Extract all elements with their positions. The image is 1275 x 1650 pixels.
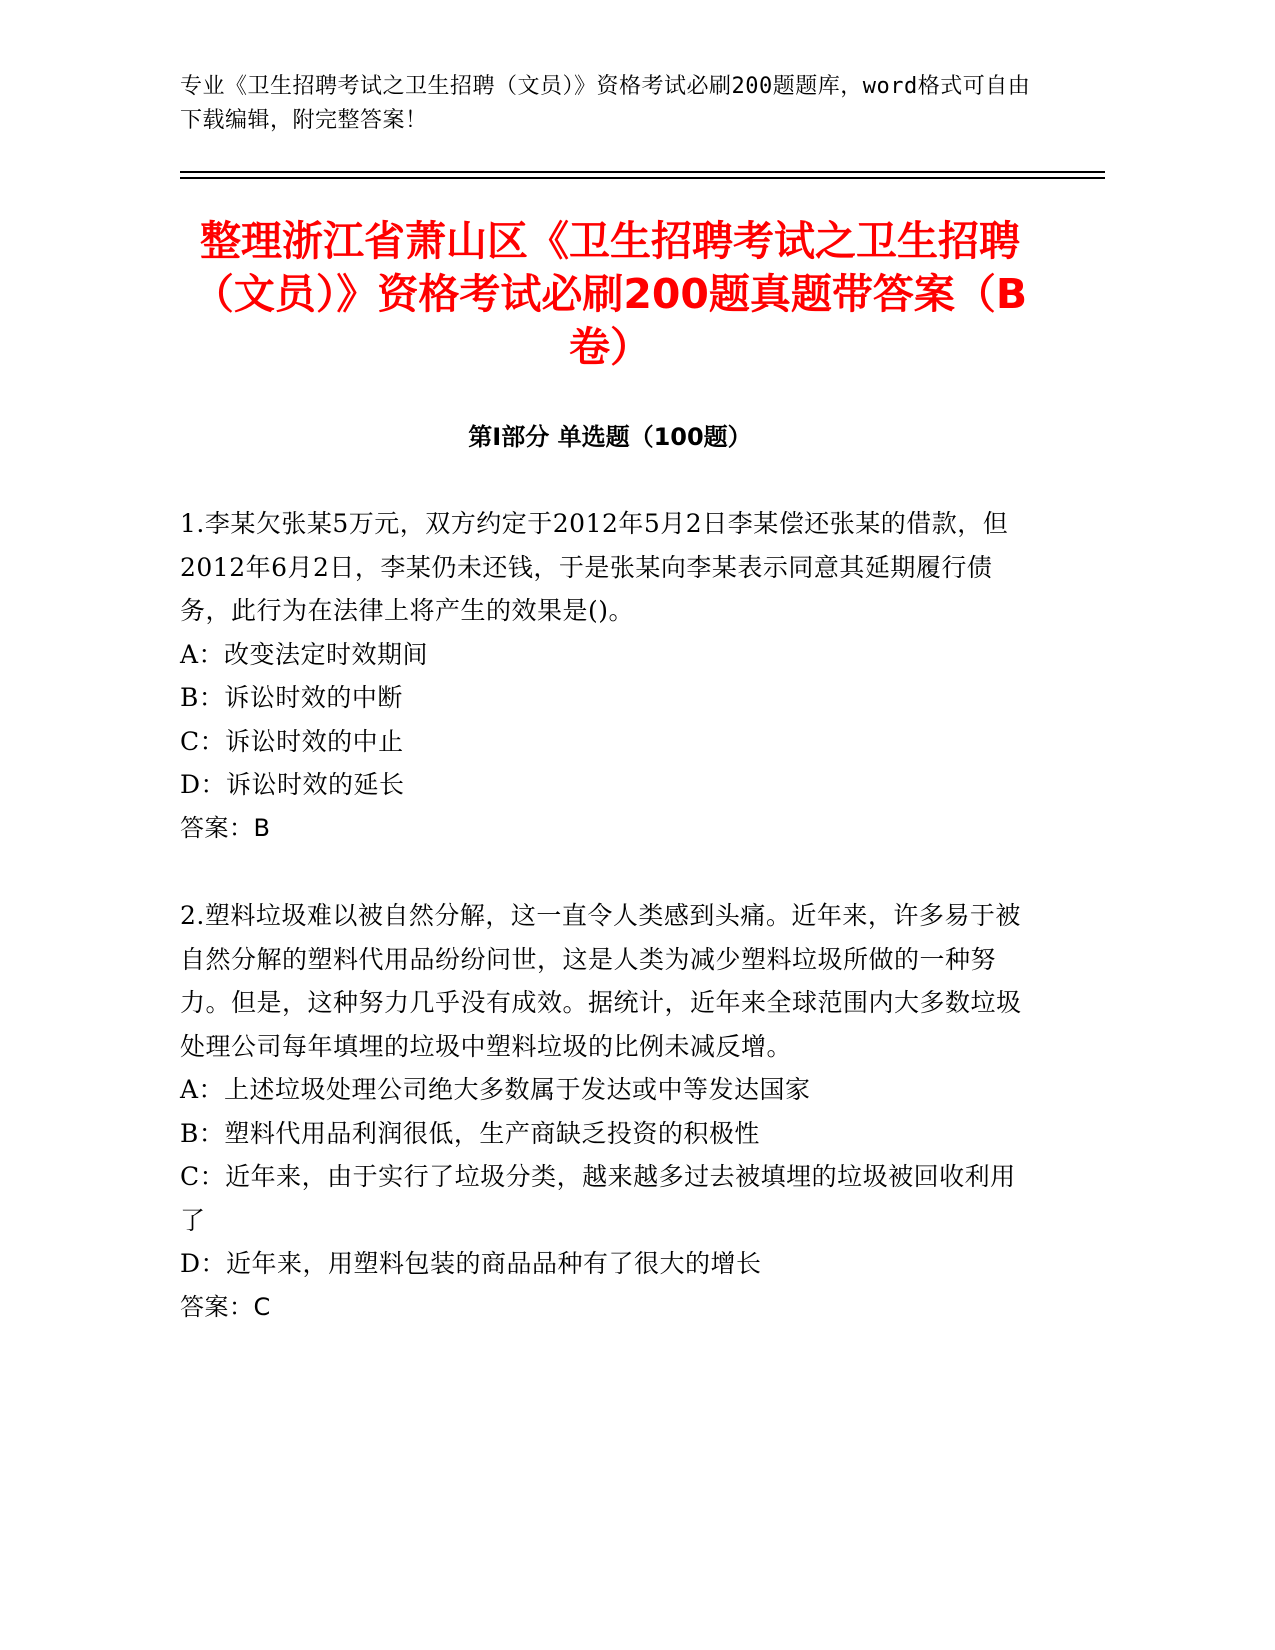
answer: 答案：C	[180, 1292, 271, 1321]
option-a: A：上述垃圾处理公司绝大多数属于发达或中等发达国家	[180, 1075, 811, 1104]
question-stem: 2.塑料垃圾难以被自然分解，这一直令人类感到头痛。近年来，许多易于被自然分解的塑料代用品纷纷问世，这是人类为减少塑料垃圾所做的一种努力。但是，这种努力几乎没有成效。据统计，近年来全球范围内大多数垃圾处理公司每年填埋的垃圾中塑料垃圾的比例未减反增。	[180, 901, 1022, 1061]
answer: 答案：B	[180, 813, 271, 842]
option-a: A：改变法定时效期间	[180, 639, 429, 669]
document-title: 整理浙江省萧山区《卫生招聘考试之卫生招聘（文员）》资格考试必刷200题真题带答案（B卷）	[192, 217, 1028, 371]
option-b: B：塑料代用品利润很低，生产商缺乏投资的积极性	[180, 1118, 760, 1148]
option-d: D：诉讼时效的延长	[180, 770, 405, 799]
header-note: 专业《卫生招聘考试之卫生招聘（文员）》资格考试必刷200题题库，word格式可自由下载编辑，附完整答案！	[180, 74, 1031, 133]
header-divider-top	[180, 171, 1105, 173]
option-c: C：近年来，由于实行了垃圾分类，越来越多过去被填埋的垃圾被回收利用了	[180, 1162, 1016, 1235]
question-1	[180, 502, 1040, 850]
question-stem: 1.李某欠张某5万元，双方约定于2012年5月2日李某偿还张某的借款，但2012年6月2日，李某仍未还钱，于是张某向李某表示同意其延期履行债务，此行为在法律上将产生的效果是()。	[180, 509, 1009, 625]
question-2	[180, 894, 1040, 1329]
option-c: C：诉讼时效的中止	[180, 726, 404, 756]
header-divider-bottom	[180, 177, 1105, 179]
option-d: D：近年来，用塑料包装的商品品种有了很大的增长	[180, 1249, 762, 1278]
option-b: B：诉讼时效的中断	[180, 683, 403, 712]
section-heading: 第Ⅰ部分 单选题（100题）	[468, 423, 752, 451]
